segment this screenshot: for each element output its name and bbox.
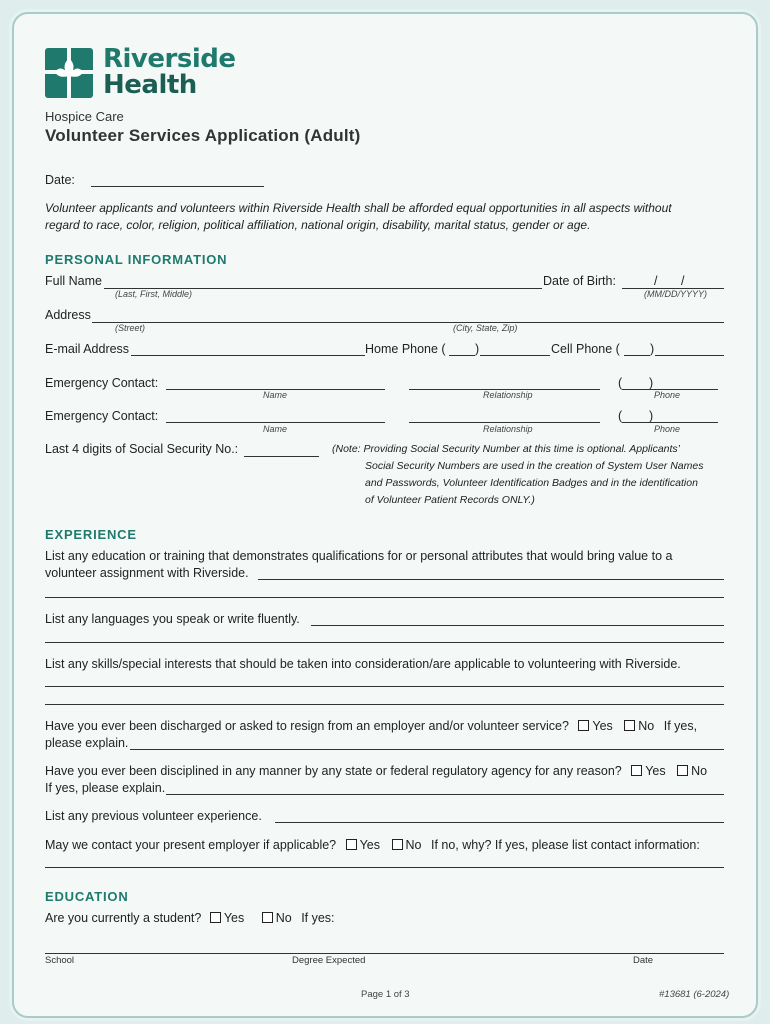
page-number: Page 1 of 3 bbox=[361, 989, 410, 1000]
exp-q4-ifyes: If yes, bbox=[663, 719, 698, 733]
exp-q7-text: May we contact your present employer if applicable? bbox=[45, 838, 337, 852]
brand-line1: Riverside bbox=[103, 44, 236, 74]
exp-q2-label: List any languages you speak or write fluently. bbox=[45, 612, 300, 626]
full-name-hint: (Last, First, Middle) bbox=[115, 289, 193, 299]
exp-q5-explain: If yes, please explain. bbox=[45, 781, 166, 795]
exp-q4-yes-label: Yes bbox=[592, 719, 613, 733]
subtitle: Hospice Care bbox=[45, 109, 124, 124]
exp-q7-no-checkbox[interactable] bbox=[392, 839, 403, 850]
cell-phone-paren: ) bbox=[650, 342, 655, 356]
email-label: E-mail Address bbox=[45, 342, 130, 356]
emergency-1-relationship-hint: Relationship bbox=[483, 390, 533, 400]
address-field[interactable] bbox=[92, 322, 724, 323]
ssn-label: Last 4 digits of Social Security No.: bbox=[45, 442, 239, 456]
exp-q2-field-1[interactable] bbox=[311, 625, 724, 626]
emergency-2-paren-open: ( bbox=[618, 409, 623, 423]
section-education: EDUCATION bbox=[45, 889, 129, 904]
home-phone-field[interactable] bbox=[480, 355, 550, 356]
brand-name bbox=[103, 46, 235, 98]
edu-yes-checkbox[interactable] bbox=[210, 912, 221, 923]
section-experience: EXPERIENCE bbox=[45, 527, 137, 542]
street-hint: (Street) bbox=[115, 323, 146, 333]
edu-ifyes: If yes: bbox=[301, 911, 335, 925]
edu-no-label: No bbox=[275, 911, 292, 925]
exp-q5-no-label: No bbox=[691, 764, 708, 778]
exp-q5-yes-label: Yes bbox=[645, 764, 666, 778]
edu-q-label bbox=[45, 911, 335, 925]
dob-label: Date of Birth: bbox=[543, 274, 616, 288]
dob-slash-2: / bbox=[681, 274, 685, 288]
emergency-2-label: Emergency Contact: bbox=[45, 409, 159, 423]
notice-line1: Volunteer applicants and volunteers within Riverside Health shall be afforded equal opportunities in all aspects without bbox=[45, 201, 672, 215]
edu-date-label: Date bbox=[633, 955, 654, 966]
date-label: Date: bbox=[45, 173, 75, 187]
city-hint: (City, State, Zip) bbox=[453, 323, 518, 333]
home-phone-area-field[interactable] bbox=[449, 355, 475, 356]
emergency-1-paren-open: ( bbox=[618, 376, 623, 390]
exp-q1-field-1[interactable] bbox=[258, 579, 724, 580]
exp-q4-label bbox=[45, 719, 697, 733]
brand-line2: Health bbox=[103, 70, 197, 100]
exp-q7-field[interactable] bbox=[45, 867, 724, 868]
exp-q5-no-checkbox[interactable] bbox=[677, 765, 688, 776]
exp-q7-yes-checkbox[interactable] bbox=[346, 839, 357, 850]
home-phone-label: Home Phone ( bbox=[365, 342, 446, 356]
exp-q3-field-2[interactable] bbox=[45, 704, 724, 705]
emergency-2-relationship-field[interactable] bbox=[409, 422, 600, 423]
emergency-1-paren-close: ) bbox=[649, 376, 654, 390]
ssn-note-1: (Note: Providing Social Security Number at this time is optional. Applicants’ bbox=[332, 443, 681, 455]
ssn-note-3: and Passwords, Volunteer Identification Badges and in the identification bbox=[365, 477, 698, 489]
edu-degree-label: Degree Expected bbox=[292, 955, 366, 966]
section-personal: PERSONAL INFORMATION bbox=[45, 252, 228, 267]
edu-yes-label: Yes bbox=[223, 911, 245, 925]
full-name-label: Full Name bbox=[45, 274, 102, 288]
exp-q7-yes-label: Yes bbox=[359, 838, 381, 852]
emergency-2-phone-hint: Phone bbox=[654, 424, 681, 434]
edu-field[interactable] bbox=[45, 953, 724, 954]
dob-slash-1: / bbox=[654, 274, 658, 288]
exp-q4-field[interactable] bbox=[130, 749, 724, 750]
ssn-note-4: of Volunteer Patient Records ONLY.) bbox=[365, 494, 535, 506]
exp-q6-field[interactable] bbox=[275, 822, 724, 823]
edu-school-label: School bbox=[45, 955, 75, 966]
emergency-1-name-hint: Name bbox=[263, 390, 288, 400]
exp-q4-no-label: No bbox=[638, 719, 655, 733]
exp-q7-tail: If no, why? If yes, please list contact information: bbox=[430, 838, 700, 852]
exp-q4-text: Have you ever been discharged or asked to resign from an employer and/or volunteer service? bbox=[45, 719, 569, 733]
email-field[interactable] bbox=[131, 355, 365, 356]
emergency-2-relationship-hint: Relationship bbox=[483, 424, 533, 434]
date-field[interactable] bbox=[91, 186, 264, 187]
exp-q5-field[interactable] bbox=[166, 794, 724, 795]
cell-phone-label: Cell Phone ( bbox=[551, 342, 620, 356]
exp-q1-field-2[interactable] bbox=[45, 597, 724, 598]
exp-q4-no-checkbox[interactable] bbox=[624, 720, 635, 731]
emergency-2-paren-close: ) bbox=[649, 409, 654, 423]
form-number: #13681 (6-2024) bbox=[659, 989, 730, 1000]
exp-q5-label bbox=[45, 764, 707, 778]
address-label: Address bbox=[45, 308, 91, 322]
emergency-2-phone-field[interactable] bbox=[622, 422, 718, 423]
edu-q-text: Are you currently a student? bbox=[45, 911, 202, 925]
notice-line2: regard to race, color, religion, political affiliation, national origin, disability, marital status, gender or age. bbox=[45, 218, 591, 232]
exp-q5-text: Have you ever been disciplined in any manner by any state or federal regulatory agency for any reason? bbox=[45, 764, 622, 778]
exp-q1-line2: volunteer assignment with Riverside. bbox=[45, 566, 249, 580]
exp-q7-label bbox=[45, 838, 700, 852]
home-phone-paren: ) bbox=[475, 342, 480, 356]
exp-q3-label: List any skills/special interests that should be taken into consideration/are applicable to volunteering with Riverside. bbox=[45, 657, 681, 671]
dob-hint: (MM/DD/YYYY) bbox=[644, 289, 707, 299]
exp-q5-yes-checkbox[interactable] bbox=[631, 765, 642, 776]
ssn-note-2: Social Security Numbers are used in the creation of System User Names bbox=[365, 460, 704, 472]
riverside-logo-icon bbox=[45, 48, 93, 98]
cell-phone-field[interactable] bbox=[655, 355, 724, 356]
edu-no-checkbox[interactable] bbox=[262, 912, 273, 923]
exp-q4-explain: please explain. bbox=[45, 736, 129, 750]
exp-q6-label: List any previous volunteer experience. bbox=[45, 809, 262, 823]
emergency-2-name-hint: Name bbox=[263, 424, 288, 434]
exp-q4-yes-checkbox[interactable] bbox=[578, 720, 589, 731]
emergency-2-name-field[interactable] bbox=[166, 422, 385, 423]
emergency-1-phone-hint: Phone bbox=[654, 390, 681, 400]
exp-q7-no-label: No bbox=[405, 838, 422, 852]
exp-q2-field-2[interactable] bbox=[45, 642, 724, 643]
exp-q3-field-1[interactable] bbox=[45, 686, 724, 687]
ssn-field[interactable] bbox=[244, 456, 319, 457]
page-title: Volunteer Services Application (Adult) bbox=[45, 126, 361, 145]
emergency-1-label: Emergency Contact: bbox=[45, 376, 159, 390]
exp-q1-line1: List any education or training that demonstrates qualifications for or personal attributes that would bring value to a bbox=[45, 549, 673, 563]
cell-phone-area-field[interactable] bbox=[624, 355, 650, 356]
